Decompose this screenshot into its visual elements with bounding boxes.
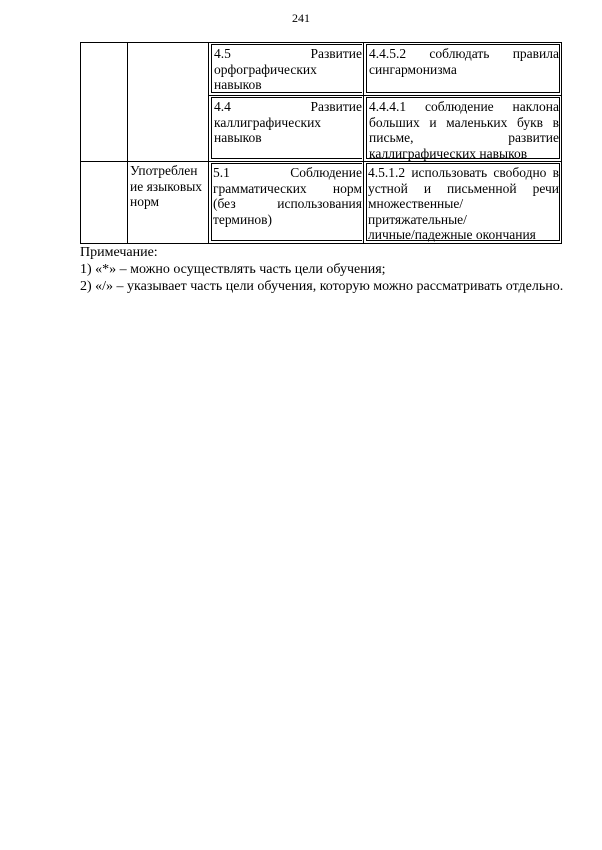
objective-line: 4.5.1.2 использовать свободно в bbox=[368, 165, 559, 180]
subtopic-line: 4.4 Развитие bbox=[214, 99, 362, 114]
note-title: Примечание: bbox=[80, 245, 158, 260]
objective-line: множественные/ bbox=[368, 196, 464, 211]
subtopic-line: каллиграфических bbox=[214, 114, 322, 130]
objective-line: притяжательные/ bbox=[368, 211, 467, 227]
subtopic-line: навыков bbox=[214, 77, 262, 92]
subtopic-line: грамматических норм bbox=[213, 180, 362, 196]
objective-line: сингармонизма bbox=[369, 61, 457, 77]
subtopic-cell bbox=[209, 96, 364, 162]
subtopic-line: 5.1 Соблюдение bbox=[213, 165, 362, 180]
objective-line: личные/падежные окончания bbox=[368, 227, 536, 242]
section-cell-empty bbox=[81, 43, 128, 162]
table-row bbox=[81, 43, 562, 96]
note-item: 2) «/» – указывает часть цели обучения, которую можно рассматривать отдельно. bbox=[80, 279, 564, 294]
section-cell-empty bbox=[81, 162, 128, 244]
objective-cell bbox=[364, 43, 562, 96]
topic-line: Употреблен bbox=[130, 163, 198, 178]
subtopic-line: орфографических bbox=[214, 61, 317, 77]
objective-line: 4.4.4.1 соблюдение наклона bbox=[369, 99, 559, 114]
topic-cell-empty bbox=[128, 43, 209, 162]
page-number: 241 bbox=[292, 11, 310, 25]
objective-line: устной и письменной речи bbox=[368, 180, 559, 196]
subtopic-cell bbox=[209, 43, 364, 96]
objective-line: 4.4.5.2 соблюдать правила bbox=[369, 46, 559, 61]
objective-cell bbox=[364, 96, 562, 162]
subtopic-line: 4.5 Развитие bbox=[214, 46, 362, 61]
objective-line: письме, развитие bbox=[369, 130, 559, 145]
curriculum-table bbox=[80, 42, 562, 244]
table-row bbox=[81, 162, 562, 244]
note-block bbox=[80, 244, 580, 295]
topic-cell bbox=[128, 162, 209, 244]
subtopic-line: навыков bbox=[214, 130, 262, 145]
objective-line: больших и маленьких букв в bbox=[369, 114, 559, 130]
subtopic-line: терминов) bbox=[213, 211, 273, 227]
subtopic-cell bbox=[209, 162, 364, 244]
topic-line: ие языковых bbox=[130, 178, 203, 194]
topic-line: норм bbox=[130, 194, 160, 209]
subtopic-line: (без использования bbox=[213, 196, 362, 211]
objective-line: каллиграфических навыков bbox=[369, 145, 528, 161]
note-item: 1) «*» – можно осуществлять часть цели обучения; bbox=[80, 262, 386, 277]
objective-cell bbox=[364, 162, 562, 244]
